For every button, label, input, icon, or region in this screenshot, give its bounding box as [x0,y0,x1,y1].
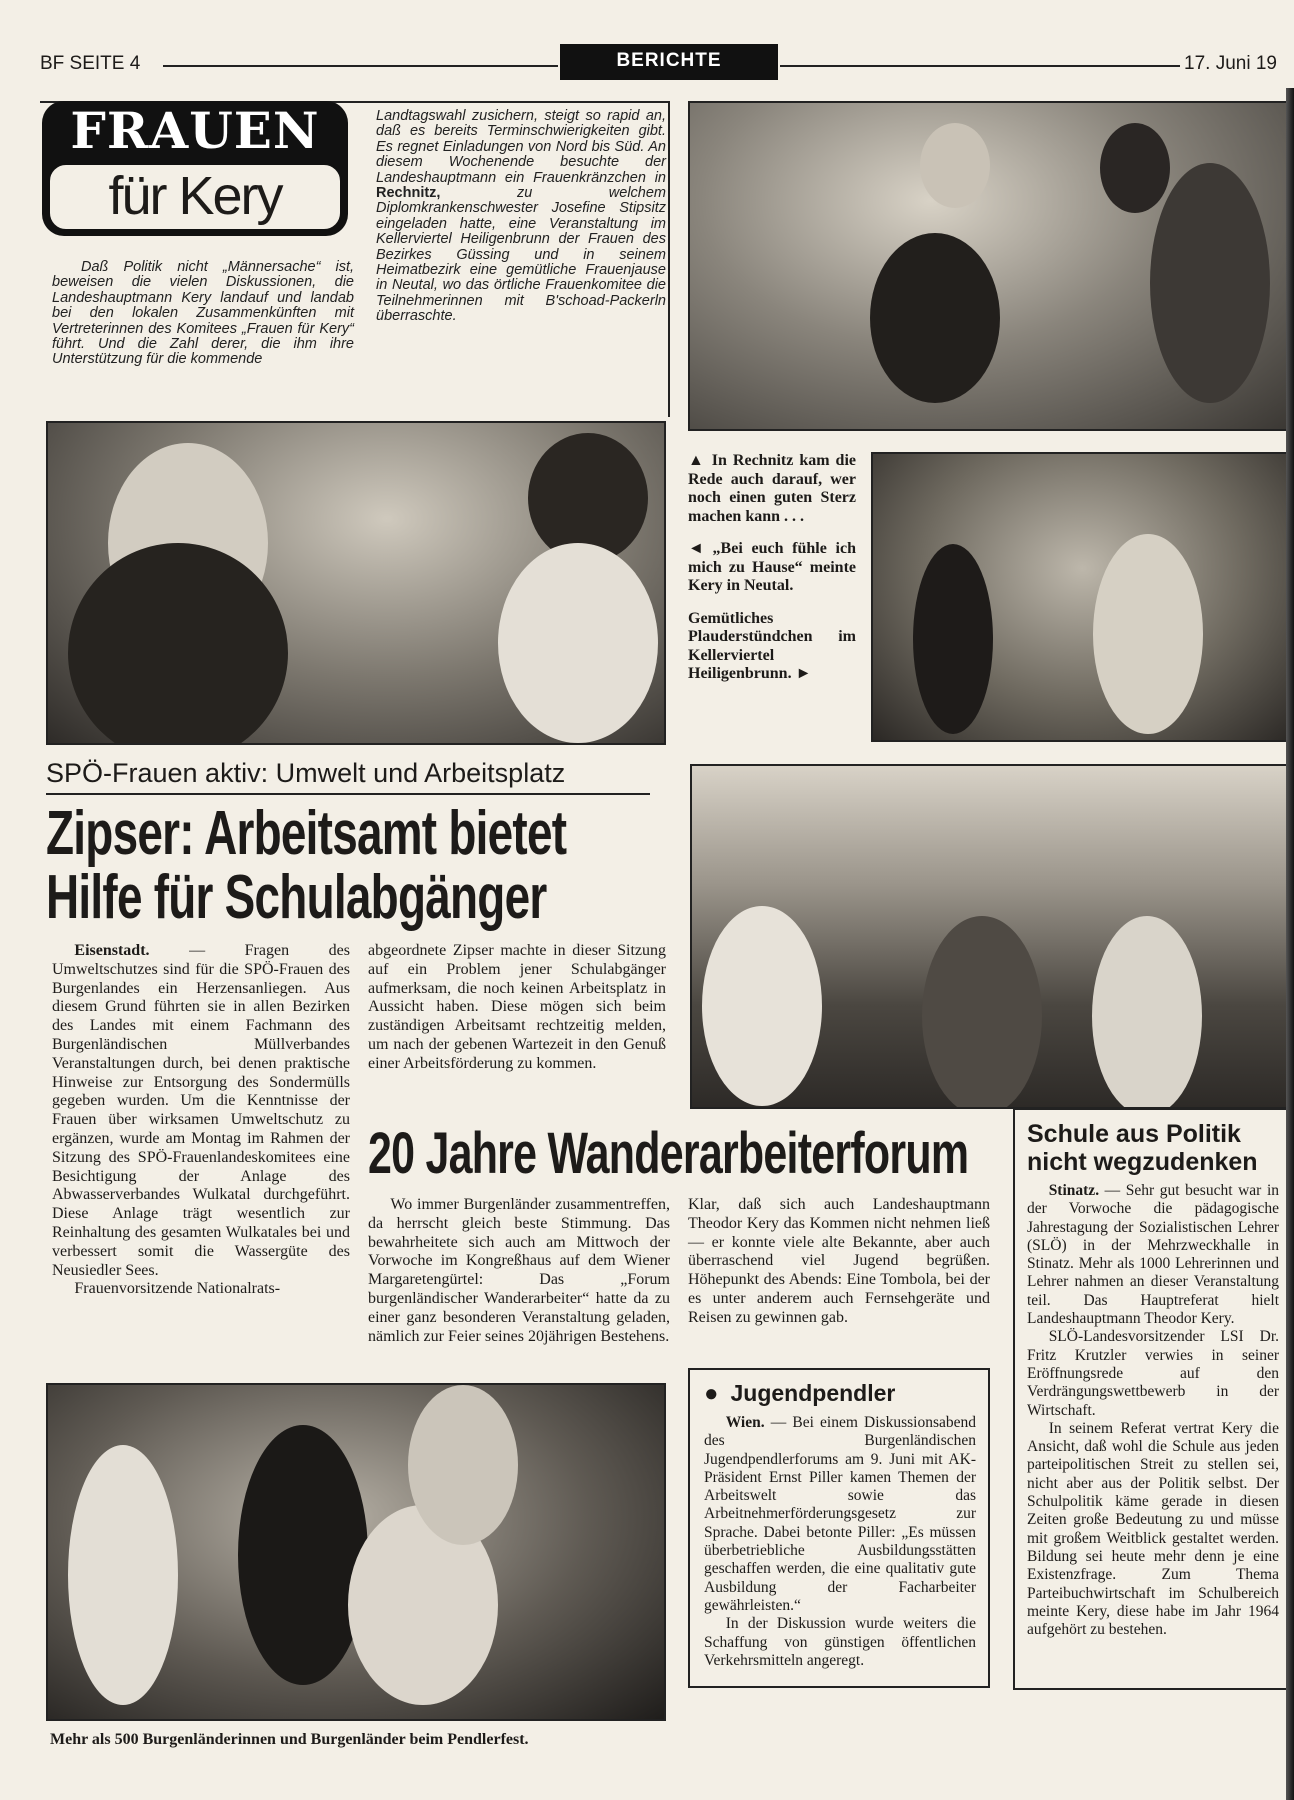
wander-col2: Klar, daß sich auch Landeshauptmann Theodor Kery das Kommen nicht nehmen ließ — er konnte viele alte Bekannte, aber auch überraschend viel Jugend begrüßen. Höhepunkt des Abends: Eine Tombola, bei der es unter anderem auch Fernsehgeräte und Reisen zu gewinnen gab. [688,1196,990,1326]
schule-title: Schule aus Politik nicht wegzudenken [1027,1120,1258,1176]
wander-col1: Wo immer Burgenländer zusammentreffen, da herrscht gleich beste Stimmung. Das bewahrheitete sich auch am Mittwoch der Vorwoche im Kongreßhaus auf dem Wiener Margaretengürtel: Das „Forum burgenländischer Wanderarbeiter“ hatte da zu einer ganz besonderen Veranstaltung geladen, nämlich zur Feier seines 20jährigen Bestehens. [368,1196,670,1345]
frauen-text-col2: Landtagswahl zusichern, steigt so rapid an, daß es bereits Terminschwierigkeiten gibt. Es regnet Einladungen von Nord bis Süd. An diesem Wochenende besuchte der Landeshauptmann ein Frauenkränzchen in Rechnitz, zu welchem Diplomkrankenschwester Josefine Stipsitz eingeladen hatte, eine Veranstaltung im Kellerviertel Heiligenbrunn der Frauen des Bezirkes Güssing und in seinem Heimatbezirk eine gemütliche Frauenjause in Neutal, wo das örtliche Frauenkomitee die Teilnehmerinnen mit B'schoad-Packerln überraschte. [376,108,666,325]
schule-box: Schule aus Politik nicht wegzudenken Stinatz. — Sehr gut besucht war in der Vorwoche die pädagogische Jahrestagung der Sozialistischen Lehrer (SLÖ) in der Mehrzweckhalle in Stinatz. Mehr als 1000 Lehrerinnen und Lehrer nahmen an dieser Veranstaltung teil. Das Hauptreferat hielt Landeshauptmann Theodor Kery. SLÖ-Landesvorsitzender LSI Dr. Fritz Krutzler verwies in seiner Eröffnungsrede auf den Verdrängungswettbewerb in der Wirtschaft. In seinem Referat vertrat Kery die Ansicht, daß wohl die Schule aus jeden parteipolitischen Streit zu stellen sei, nicht aber aus der Politik selbst. Der Schulpolitik käme gerade in diesen Zeiten große Bedeutung zu und müsse mit großem Weitblick gestaltet werden. Bildung sei heute mehr denn je eine Existenzfrage. Zum Thema Parteibuchwirtschaft im Schulbereich meinte Kery, diese habe im Jahr 1964 aufgehört zu bestehen. [1013,1108,1294,1690]
page-number: BF SEITE 4 [40,53,141,74]
photo-captions: ▲ In Rechnitz kam die Rede auch darauf, wer noch einen guten Sterz machen kann . . . ◄ „Bei euch fühle ich mich zu Hause“ meinte Kery in Neutal. Gemütliches Plauderstündchen im Kellerviertel Heiligenbrunn. ► [688,452,856,682]
photo-pendlerfest [46,1383,666,1721]
article-kicker: SPÖ-Frauen aktiv: Umwelt und Arbeitsplatz [46,758,650,795]
photo-caption-pendlerfest: Mehr als 500 Burgenländerinnen und Burgenländer beim Pendlerfest. [50,1731,529,1748]
page-edge [1286,88,1294,1800]
issue-date: 17. Juni 19 [1184,53,1277,74]
jugendpendler-box: ● Jugendpendler Wien. — Bei einem Diskussionsabend des Burgenländischen Jugendpendlerforums am 9. Juni mit AK-Präsident Ernst Piller kamen Themen der Arbeitswelt sowie das Arbeitnehmerförderungsgesetz zur Sprache. Dabei betonte Piller: „Es müssen überbetriebliche Ausbildungsstätten geschaffen werden, die eine qualitativ gute Ausbildung der Facharbeiter gewährleisten.“ In der Diskussion wurde weiters die Schaffung von günstigen öffentlichen Verkehrsmitteln angeregt. [688,1368,990,1688]
frauen-text-col1: Daß Politik nicht „Männersache“ ist, beweisen die vielen Diskussionen, die Landeshauptmann Kery landauf und landab bei den lokalen Zusammenkünften mit Vertreterinnen des Komitees „Frauen für Kery“ führt. Und die Zahl derer, die ihm ihre Unterstützung für die kommende [52,259,354,368]
photo-heiligenbrunn [871,452,1294,742]
photo-rechnitz [688,101,1294,431]
headline-zipser-1: Zipser: Arbeitsamt bietet [46,799,567,868]
headline-zipser-2: Hilfe für Schulabgänger [46,863,547,932]
logo-bottom: für Kery [48,163,342,231]
frauen-logo [42,101,348,236]
header-rule [780,65,1180,67]
zipser-col2: abgeordnete Zipser machte in dieser Sitzung auf ein Problem jener Schulabgänger aufmerksam, die noch keinen Arbeitsplatz in Aussicht haben. Diese mögen sich beim zuständigen Arbeitsamt rechtzeitig melden, um nach der gebenen Wartezeit in den Genuß einer Arbeitsförderung zu kommen. [368,942,666,1072]
photo-neutal [46,421,666,745]
section-label: BERICHTE [560,44,778,80]
jugendpendler-title: ● Jugendpendler [704,1380,896,1407]
logo-top: FRAUEN [70,101,320,160]
zipser-col1: Eisenstadt. — Fragen des Umweltschutzes sind für die SPÖ-Frauen des Burgenlandes ein Herzensanliegen. Aus diesem Grund führten sie in allen Bezirken des Landes mit einem Fachmann des Burgenländischen Müllverbandes Veranstaltungen durch, bei denen praktische Hinweise zur Entsorgung des Sondermülls gegeben wurden. Um die Kenntnisse der Frauen über wirksamen Umweltschutz zu ergänzen, wurde am Montag im Rahmen der Sitzung des SPÖ-Frauenlandeskomitees eine Besichtigung der Anlage des Abwasserverbandes Wulkatal durchgeführt. Diese Anlage trägt wesentlich zur Reinhaltung des gesamten Wulkatales bei und verbessert somit die Wassergüte des Neusiedler Sees. Frauenvorsitzende Nationalrats- [52,942,350,1298]
photo-audience [690,764,1294,1109]
headline-wanderarbeiter: 20 Jahre Wanderarbeiterforum [368,1121,969,1186]
header-rule [163,65,558,67]
